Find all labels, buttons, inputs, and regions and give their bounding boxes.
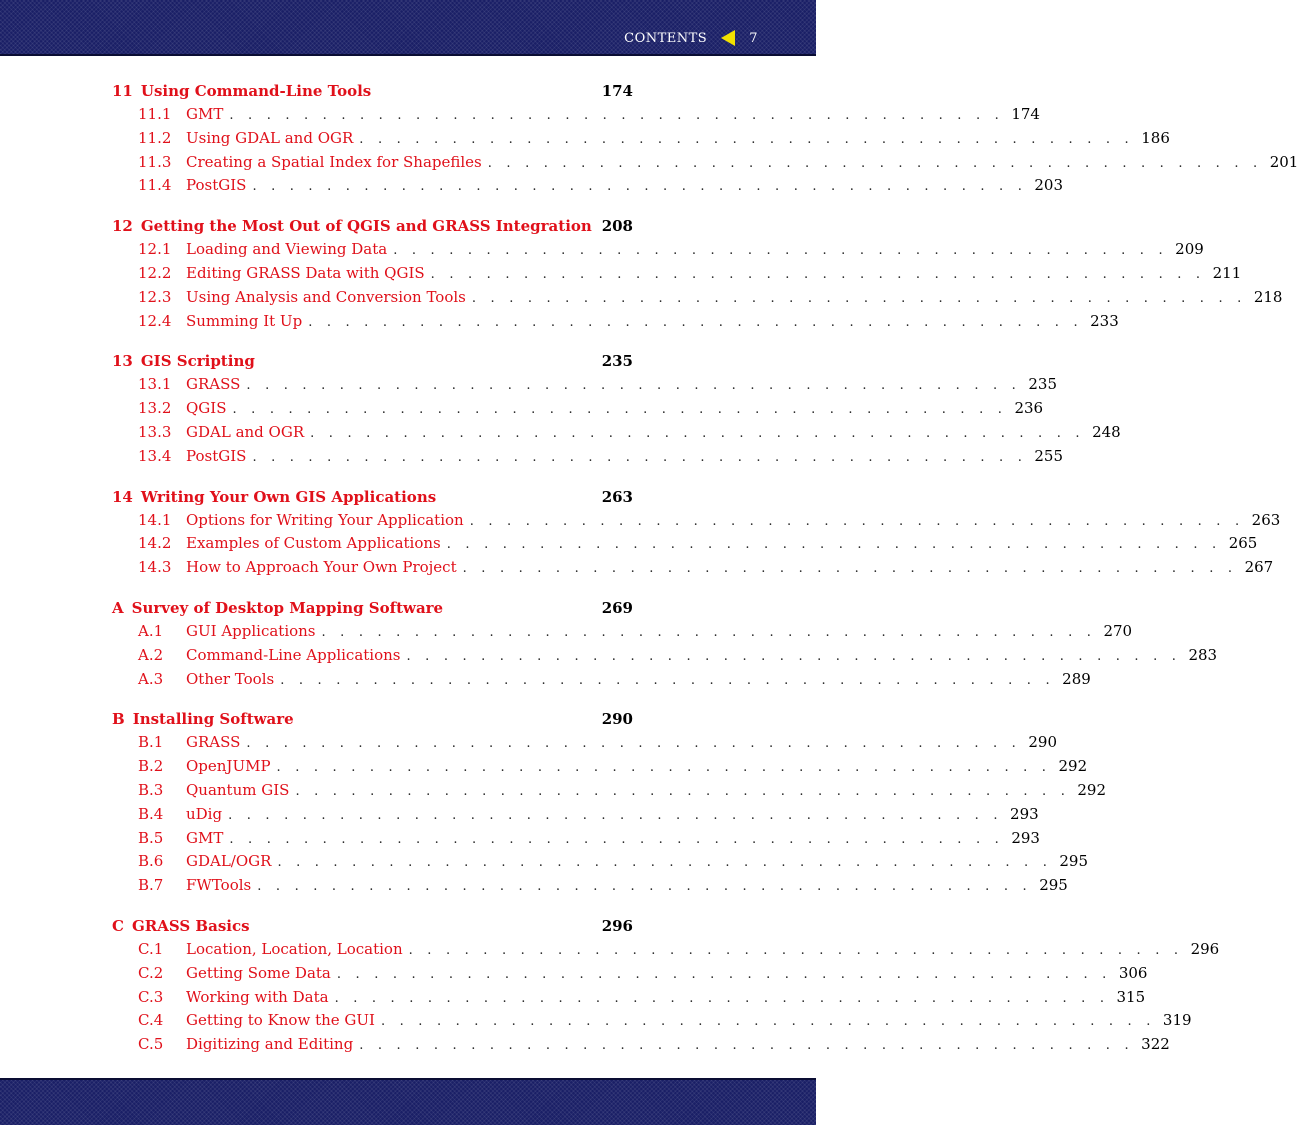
section-number[interactable]: 14.1 bbox=[138, 510, 172, 529]
toc-section-row bbox=[112, 103, 1040, 127]
section-page: 203 bbox=[1034, 176, 1064, 195]
toc-section-row bbox=[112, 397, 1044, 421]
dot-leader: . . . . . . . . . . . . . . . . . . . . . . . . . . . . . . . . . . . . . . . . . . bbox=[380, 1014, 1156, 1030]
toc-chapter-12 bbox=[112, 215, 1283, 333]
section-title-link[interactable]: PostGIS bbox=[186, 446, 247, 465]
chapter-number: 11 bbox=[112, 82, 133, 100]
section-number[interactable]: 12.1 bbox=[138, 240, 172, 259]
section-number[interactable]: C.3 bbox=[138, 987, 164, 1006]
section-title-link[interactable]: Command-Line Applications bbox=[186, 645, 401, 664]
toc-section-row bbox=[112, 151, 1298, 175]
section-number[interactable]: 12.3 bbox=[138, 287, 172, 306]
chapter-heading bbox=[112, 215, 633, 238]
section-page: 322 bbox=[1141, 1035, 1170, 1054]
dot-leader: . . . . . . . . . . . . . . . . . . . . . . . . . . . . . . . . . . . . . . . . . . bbox=[229, 108, 1004, 123]
chapter-heading bbox=[112, 915, 633, 938]
dot-leader: . . . . . . . . . . . . . . . . . . . . . . . . . . . . . . . . . . . . . . . . . . bbox=[252, 449, 1028, 465]
section-number[interactable]: B.2 bbox=[138, 757, 164, 776]
running-head bbox=[624, 30, 758, 46]
toc-section-row bbox=[112, 286, 1283, 310]
section-number[interactable]: 14.3 bbox=[138, 558, 172, 577]
toc-section-row bbox=[112, 755, 1088, 779]
section-title-link[interactable]: GDAL/OGR bbox=[186, 852, 272, 871]
section-number[interactable]: 13.1 bbox=[138, 375, 172, 394]
section-title-link[interactable]: Using GDAL and OGR bbox=[186, 128, 354, 147]
chapter-link[interactable] bbox=[112, 80, 371, 103]
dot-leader: . . . . . . . . . . . . . . . . . . . . . . . . . . . . . . . . . . . . . . . . . . bbox=[406, 648, 1182, 664]
dot-leader: . . . . . . . . . . . . . . . . . . . . . . . . . . . . . . . . . . . . . . . . . . bbox=[228, 807, 1003, 823]
page-number: 7 bbox=[749, 30, 758, 46]
section-number[interactable]: A.3 bbox=[138, 669, 164, 688]
chapter-link[interactable] bbox=[112, 915, 250, 938]
footer-band bbox=[0, 1078, 816, 1125]
section-number[interactable]: B.3 bbox=[138, 780, 164, 799]
chapter-link[interactable] bbox=[112, 708, 294, 731]
section-title-link[interactable]: Options for Writing Your Application bbox=[186, 510, 464, 529]
chapter-heading bbox=[112, 486, 633, 509]
section-page: 292 bbox=[1077, 780, 1107, 799]
toc-section-row bbox=[112, 986, 1146, 1010]
chapter-link[interactable] bbox=[112, 215, 592, 238]
chapter-number: 14 bbox=[112, 487, 133, 506]
section-page: 186 bbox=[1141, 128, 1170, 147]
dot-leader: . . . . . . . . . . . . . . . . . . . . . . . . . . . . . . . . . . . . . . . . . . bbox=[334, 990, 1110, 1006]
dot-leader: . . . . . . . . . . . . . . . . . . . . . . . . . . . . . . . . . . . . . . . . . . bbox=[430, 266, 1206, 282]
section-title-link[interactable]: Summing It Up bbox=[186, 311, 303, 330]
chapter-number: B bbox=[112, 710, 125, 729]
running-title: CONTENTS bbox=[624, 30, 708, 46]
toc-chapter-13 bbox=[112, 350, 1121, 468]
chapter-number: C bbox=[112, 916, 124, 935]
section-page: 211 bbox=[1212, 263, 1242, 282]
dot-leader: . . . . . . . . . . . . . . . . . . . . . . . . . . . . . . . . . . . . . . . . . . bbox=[471, 290, 1247, 306]
toc-section-row bbox=[112, 1033, 1170, 1057]
section-number[interactable]: 11.4 bbox=[138, 176, 172, 195]
dot-leader: . . . . . . . . . . . . . . . . . . . . . . . . . . . . . . . . . . . . . . . . . . bbox=[276, 760, 1052, 776]
section-number[interactable]: 13.3 bbox=[138, 422, 172, 441]
section-page: 235 bbox=[1028, 375, 1057, 394]
chapter-page: 263 bbox=[601, 487, 633, 506]
toc-section-row bbox=[112, 421, 1121, 445]
section-page: 265 bbox=[1228, 534, 1258, 553]
dot-leader: . . . . . . . . . . . . . . . . . . . . . . . . . . . . . . . . . . . . . . . . . . bbox=[446, 537, 1222, 553]
section-title-link[interactable]: Quantum GIS bbox=[186, 780, 290, 799]
toc-section-row bbox=[112, 127, 1170, 151]
chapter-number: 12 bbox=[112, 217, 133, 236]
section-page: 293 bbox=[1010, 804, 1039, 823]
dot-leader: . . . . . . . . . . . . . . . . . . . . . . . . . . . . . . . . . . . . . . . . . . bbox=[321, 624, 1097, 640]
toc-section-row bbox=[112, 620, 1133, 644]
chapter-page: 208 bbox=[601, 217, 633, 236]
section-title-link[interactable]: GRASS bbox=[186, 375, 241, 394]
toc-chapter-b bbox=[112, 708, 1107, 898]
toc-section-row bbox=[112, 827, 1040, 851]
toc-section-row bbox=[112, 668, 1091, 692]
section-number[interactable]: C.4 bbox=[138, 1011, 164, 1030]
chapter-heading bbox=[112, 708, 633, 731]
dot-leader: . . . . . . . . . . . . . . . . . . . . . . . . . . . . . . . . . . . . . . . . . . bbox=[359, 1038, 1134, 1054]
section-page: 263 bbox=[1251, 510, 1281, 529]
chapter-page: 269 bbox=[601, 598, 633, 617]
section-number[interactable]: B.7 bbox=[138, 876, 164, 895]
section-title-link[interactable]: Getting to Know the GUI bbox=[186, 1011, 375, 1030]
section-number[interactable]: 12.4 bbox=[138, 311, 172, 330]
chapter-heading bbox=[112, 597, 633, 620]
section-title-link[interactable]: GRASS bbox=[186, 733, 241, 752]
chapter-title: Getting the Most Out of QGIS and GRASS Integration bbox=[140, 217, 592, 236]
dot-leader: . . . . . . . . . . . . . . . . . . . . . . . . . . . . . . . . . . . . . . . . . . bbox=[246, 378, 1021, 394]
dot-leader: . . . . . . . . . . . . . . . . . . . . . . . . . . . . . . . . . . . . . . . . . . bbox=[257, 879, 1032, 895]
section-title-link[interactable]: FWTools bbox=[186, 876, 252, 895]
section-page: 319 bbox=[1162, 1011, 1192, 1030]
section-title-link[interactable]: Other Tools bbox=[186, 669, 275, 688]
dot-leader: . . . . . . . . . . . . . . . . . . . . . . . . . . . . . . . . . . . . . . . . . . bbox=[308, 314, 1083, 330]
dot-leader: . . . . . . . . . . . . . . . . . . . . . . . . . . . . . . . . . . . . . . . . . . bbox=[252, 179, 1028, 195]
section-number[interactable]: A.2 bbox=[138, 645, 164, 664]
toc-section-row bbox=[112, 445, 1064, 469]
dot-leader: . . . . . . . . . . . . . . . . . . . . . . . . . . . . . . . . . . . . . . . . . . bbox=[295, 783, 1071, 799]
section-page: 293 bbox=[1011, 828, 1040, 847]
toc-section-row bbox=[112, 779, 1107, 803]
section-title-link[interactable]: Creating a Spatial Index for Shapefiles bbox=[186, 152, 482, 171]
section-page: 289 bbox=[1062, 669, 1091, 688]
dot-leader: . . . . . . . . . . . . . . . . . . . . . . . . . . . . . . . . . . . . . . . . . . bbox=[393, 243, 1168, 259]
section-title-link[interactable]: GUI Applications bbox=[186, 621, 316, 640]
toc-section-row bbox=[112, 262, 1242, 286]
toc-section-row bbox=[112, 509, 1281, 533]
chapter-title: Writing Your Own GIS Applications bbox=[140, 487, 437, 506]
toc-chapter-11 bbox=[112, 80, 1298, 198]
toc-section-row bbox=[112, 803, 1039, 827]
dot-leader: . . . . . . . . . . . . . . . . . . . . . . . . . . . . . . . . . . . . . . . . . . bbox=[487, 155, 1263, 171]
toc-section-row bbox=[112, 310, 1119, 334]
section-number[interactable]: 13.4 bbox=[138, 446, 172, 465]
chapter-heading bbox=[112, 80, 633, 103]
back-arrow-icon[interactable] bbox=[721, 30, 735, 46]
section-page: 209 bbox=[1175, 240, 1204, 259]
dot-leader: . . . . . . . . . . . . . . . . . . . . . . . . . . . . . . . . . . . . . . . . . . bbox=[469, 513, 1245, 529]
toc-chapter-c bbox=[112, 915, 1220, 1057]
section-title-link[interactable]: Location, Location, Location bbox=[186, 939, 403, 958]
dot-leader: . . . . . . . . . . . . . . . . . . . . . . . . . . . . . . . . . . . . . . . . . . bbox=[229, 831, 1004, 847]
section-page: 306 bbox=[1118, 963, 1148, 982]
dot-leader: . . . . . . . . . . . . . . . . . . . . . . . . . . . . . . . . . . . . . . . . . . bbox=[277, 855, 1053, 871]
section-number[interactable]: B.6 bbox=[138, 852, 164, 871]
section-title-link[interactable]: GMT bbox=[186, 828, 224, 847]
dot-leader: . . . . . . . . . . . . . . . . . . . . . . . . . . . . . . . . . . . . . . . . . . bbox=[359, 131, 1134, 147]
chapter-number: A bbox=[112, 598, 124, 617]
section-title-link[interactable]: Editing GRASS Data with QGIS bbox=[186, 263, 425, 282]
section-title-link[interactable]: uDig bbox=[186, 804, 223, 823]
section-number[interactable]: 11.2 bbox=[138, 128, 172, 147]
chapter-link[interactable] bbox=[112, 597, 443, 620]
section-page: 283 bbox=[1188, 645, 1218, 664]
section-title-link[interactable]: GMT bbox=[186, 105, 224, 123]
toc-section-row bbox=[112, 1009, 1192, 1033]
chapter-page: 174 bbox=[601, 82, 633, 100]
section-title-link[interactable]: Getting Some Data bbox=[186, 963, 331, 982]
section-number[interactable]: 14.2 bbox=[138, 534, 172, 553]
dot-leader: . . . . . . . . . . . . . . . . . . . . . . . . . . . . . . . . . . . . . . . . . . bbox=[462, 561, 1238, 577]
section-title-link[interactable]: QGIS bbox=[186, 399, 227, 418]
section-title-link[interactable]: Working with Data bbox=[186, 987, 329, 1006]
section-page: 296 bbox=[1190, 939, 1220, 958]
dot-leader: . . . . . . . . . . . . . . . . . . . . . . . . . . . . . . . . . . . . . . . . . . bbox=[310, 425, 1085, 441]
section-number[interactable]: 13.2 bbox=[138, 399, 172, 418]
section-page: 248 bbox=[1092, 422, 1121, 441]
toc-section-row bbox=[112, 556, 1274, 580]
section-page: 255 bbox=[1034, 446, 1064, 465]
header-band bbox=[0, 0, 816, 56]
section-page: 270 bbox=[1103, 621, 1133, 640]
section-page: 201 bbox=[1269, 152, 1298, 171]
chapter-link[interactable] bbox=[112, 486, 436, 509]
dot-leader: . . . . . . . . . . . . . . . . . . . . . . . . . . . . . . . . . . . . . . . . . . bbox=[246, 736, 1021, 752]
table-of-contents bbox=[112, 80, 1298, 1074]
section-page: 295 bbox=[1059, 852, 1089, 871]
toc-chapter-14 bbox=[112, 486, 1281, 580]
toc-section-row bbox=[112, 850, 1089, 874]
dot-leader: . . . . . . . . . . . . . . . . . . . . . . . . . . . . . . . . . . . . . . . . . . bbox=[408, 942, 1184, 958]
toc-section-row bbox=[112, 644, 1218, 668]
dot-leader: . . . . . . . . . . . . . . . . . . . . . . . . . . . . . . . . . . . . . . . . . . bbox=[336, 966, 1112, 982]
chapter-title: GIS Scripting bbox=[140, 352, 255, 371]
section-number[interactable]: B.4 bbox=[138, 804, 164, 823]
toc-section-row bbox=[112, 532, 1258, 556]
toc-section-row bbox=[112, 731, 1057, 755]
chapter-title: Installing Software bbox=[132, 710, 294, 729]
section-page: 315 bbox=[1116, 987, 1146, 1006]
section-number[interactable]: A.1 bbox=[138, 621, 164, 640]
section-page: 295 bbox=[1039, 876, 1068, 895]
dot-leader: . . . . . . . . . . . . . . . . . . . . . . . . . . . . . . . . . . . . . . . . . . bbox=[280, 672, 1055, 688]
section-page: 174 bbox=[1011, 105, 1040, 123]
section-page: 267 bbox=[1244, 558, 1274, 577]
toc-section-row bbox=[112, 874, 1068, 898]
section-number[interactable]: B.5 bbox=[138, 828, 164, 847]
section-number[interactable]: C.2 bbox=[138, 963, 164, 982]
chapter-number: 13 bbox=[112, 352, 133, 371]
section-number[interactable]: 12.2 bbox=[138, 263, 172, 282]
section-title-link[interactable]: Digitizing and Editing bbox=[186, 1035, 354, 1054]
toc-section-row bbox=[112, 938, 1220, 962]
section-page: 236 bbox=[1014, 399, 1044, 418]
toc-section-row bbox=[112, 373, 1057, 397]
toc-section-row bbox=[112, 174, 1064, 198]
chapter-heading bbox=[112, 350, 633, 373]
section-title-link[interactable]: PostGIS bbox=[186, 176, 247, 195]
section-page: 218 bbox=[1253, 287, 1283, 306]
section-title-link[interactable]: GDAL and OGR bbox=[186, 422, 305, 441]
chapter-page: 290 bbox=[601, 710, 633, 729]
section-number[interactable]: C.1 bbox=[138, 939, 164, 958]
section-page: 290 bbox=[1028, 733, 1057, 752]
chapter-title: GRASS Basics bbox=[131, 916, 250, 935]
section-title-link[interactable]: Loading and Viewing Data bbox=[186, 240, 388, 259]
toc-section-row bbox=[112, 962, 1148, 986]
toc-chapter-a bbox=[112, 597, 1218, 691]
section-title-link[interactable]: How to Approach Your Own Project bbox=[186, 558, 457, 577]
section-page: 233 bbox=[1090, 311, 1119, 330]
chapter-link[interactable] bbox=[112, 350, 255, 373]
section-number[interactable]: C.5 bbox=[138, 1035, 164, 1054]
section-title-link[interactable]: Using Analysis and Conversion Tools bbox=[186, 287, 466, 306]
chapter-page: 296 bbox=[601, 916, 633, 935]
chapter-page: 235 bbox=[601, 352, 633, 371]
dot-leader: . . . . . . . . . . . . . . . . . . . . . . . . . . . . . . . . . . . . . . . . . . bbox=[232, 402, 1008, 418]
section-title-link[interactable]: Examples of Custom Applications bbox=[186, 534, 441, 553]
toc-section-row bbox=[112, 238, 1204, 262]
section-title-link[interactable]: OpenJUMP bbox=[186, 757, 271, 776]
section-number[interactable]: B.1 bbox=[138, 733, 164, 752]
section-number[interactable]: 11.3 bbox=[138, 152, 172, 171]
section-number[interactable]: 11.1 bbox=[138, 105, 172, 123]
chapter-title: Survey of Desktop Mapping Software bbox=[131, 598, 444, 617]
chapter-title: Using Command-Line Tools bbox=[140, 82, 372, 100]
section-page: 292 bbox=[1058, 757, 1088, 776]
